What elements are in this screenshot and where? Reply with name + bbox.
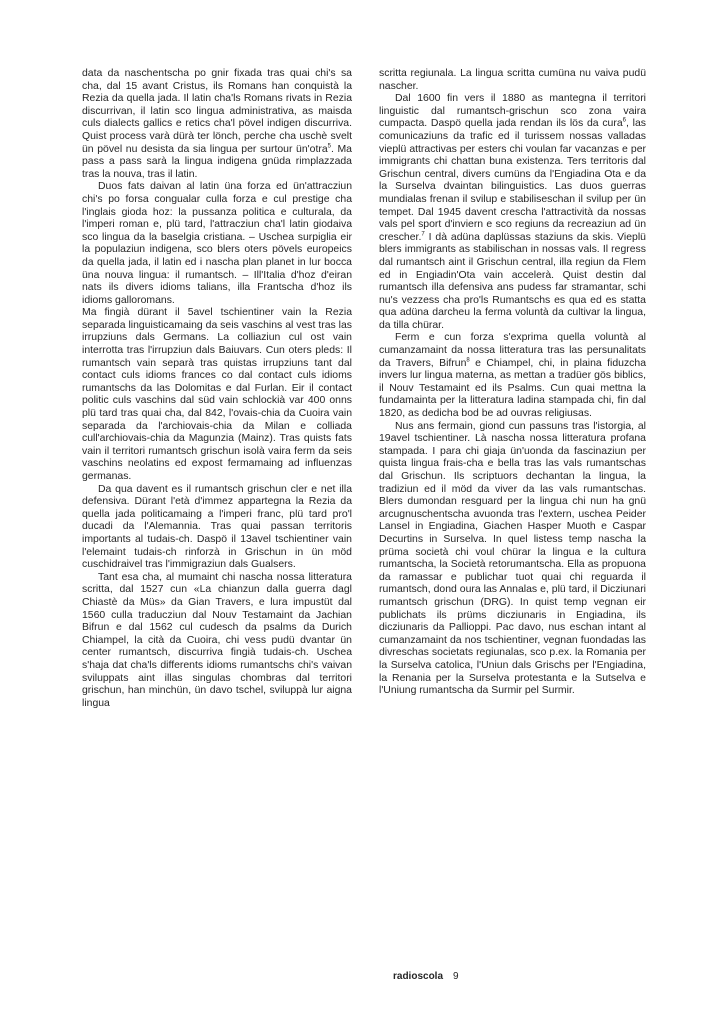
page-number: 9 <box>453 971 459 982</box>
paragraph: Duos fats daivan al latin üna forza ed ün'attracziun chi's po forsa congualar culla forza e cul prestige cha l'inglais gioda hoz: la pussanza politica e culturala, da l'imperi roman e, plü tard, l'attracziun cha'l latin giodaiva sco lingua da la baselgia cristiana. – Uschea surpiglia eir la populaziun indigena, sco blers oters pövels europeics da quella jada, il latin ed i nascha plan planet in lur bocca üna nouva lingua: il rumantsch. – Ill'Italia d'hoz d'eiran nats ils divers idioms talians, illa Frantscha d'hoz ils idioms galloromans. <box>82 181 352 306</box>
paragraph: Ma fingià dürant il 5avel tschientiner vain la Rezia separada linguisticamaing da seis vaschins al vest tras las irrupziuns dals Germans. La colliaziun cul ost vain interrotta tras l'irrupziun dals Baiuvars. Cun oters pleds: Il rumantsch vain separà tras quistas irrupziuns tant dal contact culs idioms frances co dal contact culs idioms rumantschs da las Dolomitas e dal Furlan. Eir il contact politic culs vaschins dal süd vain schlockià var 400 onns plü tard tras quai cha, dal 842, l'ovais-chia da Cuoira vain separada da l'archiovais-chia da Milan e colliada cull'archiovais-chia da Magunzia (Mainz). Tras quists fats vain il territori rumantsch grischun isolà vaira ferm da seis vaschins neolatins ed expost fermamaing ad influenzas germanas. <box>82 307 352 482</box>
footnote-marker: 8 <box>466 357 470 364</box>
paragraph: Nus ans fermain, giond cun passuns tras l'istorgia, al 19avel tschientiner. Là nascha nossa litteratura profana stampada. I para chi giaja ün'uonda da fascinaziun per quista lingua frais-cha e bella tras las vals rumantschas dal Grischun. Ils scriptuors dechantan la lingua, la tradiziun ed il möd da viver da las vals rumantschas. Blers dumondan resguard per la lingua chi nun ha gnü arcugnuschentscha avuonda tras l'extern, uschea Peider Lansel in Engiadina, Giachen Hasper Muoth e Caspar Decurtins in Surselva. In quel listess temp nascha la prüma società chi voul chürar la lingua e la cultura rumantscha, la Società retorumantscha. Ella as propuona da ramassar e publichar tuot quai chi reguarda il rumantsch, dond oura las Annalas e, plü tard, il Dicziunari rumantsch grischun (DRG). In quist temp vegnan eir publichats ils prüms dicziunaris in Engiadina, ils dicziunaris da Pallioppi. Pac davo, nus eschan intant al cumanzamaint da nos tschientiner, vegnan fuondadas las divreschas societats regiunalas, sco p.ex. la Romania per la Surselva catolica, l'Uniun dals Grischs per l'Engiadina, la Renania per la Surselva protestanta e la Sutselva e l'Uniung rumantscha da Surmir pel Surmir. <box>379 420 646 697</box>
footnote-marker: 6 <box>622 117 626 124</box>
paragraph: scritta regiunala. La lingua scritta cumüna nu vaiva pudü nascher. <box>379 68 646 92</box>
paragraph: Dal 1600 fin vers il 1880 as mantegna il territori linguistic dal rumantsch-grischun sco zona vaira cumpacta. Daspö quella jada rendan ils lös da cura$^6$, las comunicaziuns da trafic ed il turissem nossas valladas vieplü attractivas per esters chi voulan far vacanzas e per immigrants chi chattan buna existenza. Ters territoris dal Grischun central, divers cumüns da l'Engiadina Ota e da la Surselva dvaintan bilinguistics. Las duos guerras mundialas frenan il svilup e stabiliseschan il svilup per ün tempet. Dal 1945 davent crescha l'attractività da nossas vals pel sport d'inviern e sco regiuns da recreaziun ad ün crescher.$^7$ I dà adüna daplüssas staziuns da skis. Vieplü blers immigrants as stabilischan in nossas vals. Il regress dal rumantsch aint il Grischun central, illa regiun da Flem ed in Engiadin'Ota vain accelerà. Quist destin dal rumantsch illa defensiva ans pudess far stramantar, schi nu's vezzess cha pro'ls Rumantschs es qua ed es statta qua adüna darcheu la ferma voluntà da cultivar la lingua, da tilla chürar. <box>379 93 646 331</box>
paragraph: Da qua davent es il rumantsch grischun cler e net illa defensiva. Dürant l'età d'immez appartegna la Rezia da quella jada politicamaing a l'imperi franc, plü tard pro'l ducadi da l'Alemannia. Tras quai passan territoris importants al tudais-ch. Daspö il 13avel tschientiner vain l'elemaint tudais-ch rinforzà in Grischun in ün möd cuschidraivel tras l'immigraziun dals Gualsers. <box>82 483 352 571</box>
paragraph: Ferm e cun forza s'exprima quella voluntà al cumanzamaint da nossa litteratura tras las persunalitats da Travers, Bifrun$^8$ e Chiampel, chi, in plaina fiduzcha invers lur lingua materna, as mettan a tradüer gös biblics, il Nouv Testamaint ed ils Psalms. Cun quai mettna la fundamainta per la litteratura ladina stampada chi, fin dal 1820, as dedicha bod be ad ouvras religiusas. <box>379 332 646 420</box>
publication-name: radioscola <box>393 971 444 982</box>
footnote-marker: 5 <box>327 143 331 150</box>
paragraph: data da naschentscha po gnir fixada tras quai chi's sa cha, dal 15 avant Cristus, ils Romans han conquistà la Rezia da quella jada. Il latin cha'ls Romans rivats in Rezia discurrivan, il latin sco lingua administrativa, as maisda culs dialects gallics e retics cha'l pövel indigen discurriva. Quist process varà dürà ter lönch, perche cha uschè svelt ün pövel nu desista da sia lingua per surtour ün'otra$^5$. Ma pass a pass sarà la lingua indigena gnüda rimplazzada tras la nouva, tras il latin. <box>82 68 352 180</box>
left-column <box>82 68 352 710</box>
right-column <box>379 68 646 698</box>
page-footer <box>393 971 459 982</box>
footnote-marker: 7 <box>421 231 425 238</box>
paragraph: Tant esa cha, al mumaint chi nascha nossa litteratura scritta, dal 1527 cun «La chianzun dalla guerra dagl Chiastè da Müs» da Gian Travers, e lura impustüt dal 1560 culla traducziun dal Nouv Testamaint da Jachian Bifrun e dal 1562 cul cudesch da psalms da Durich Chiampel, la cità da Cuoira, chi vess pudü dvantar ün center rumantsch, discurriva fingià tudais-ch. Uschea s'haja dat cha'ls differents idioms rumantschs chi's vaivan sviluppats aint illas singulas chombras dal territori grischun, han minchün, ün davo tschel, sviluppà lur aigna lingua <box>82 571 352 709</box>
